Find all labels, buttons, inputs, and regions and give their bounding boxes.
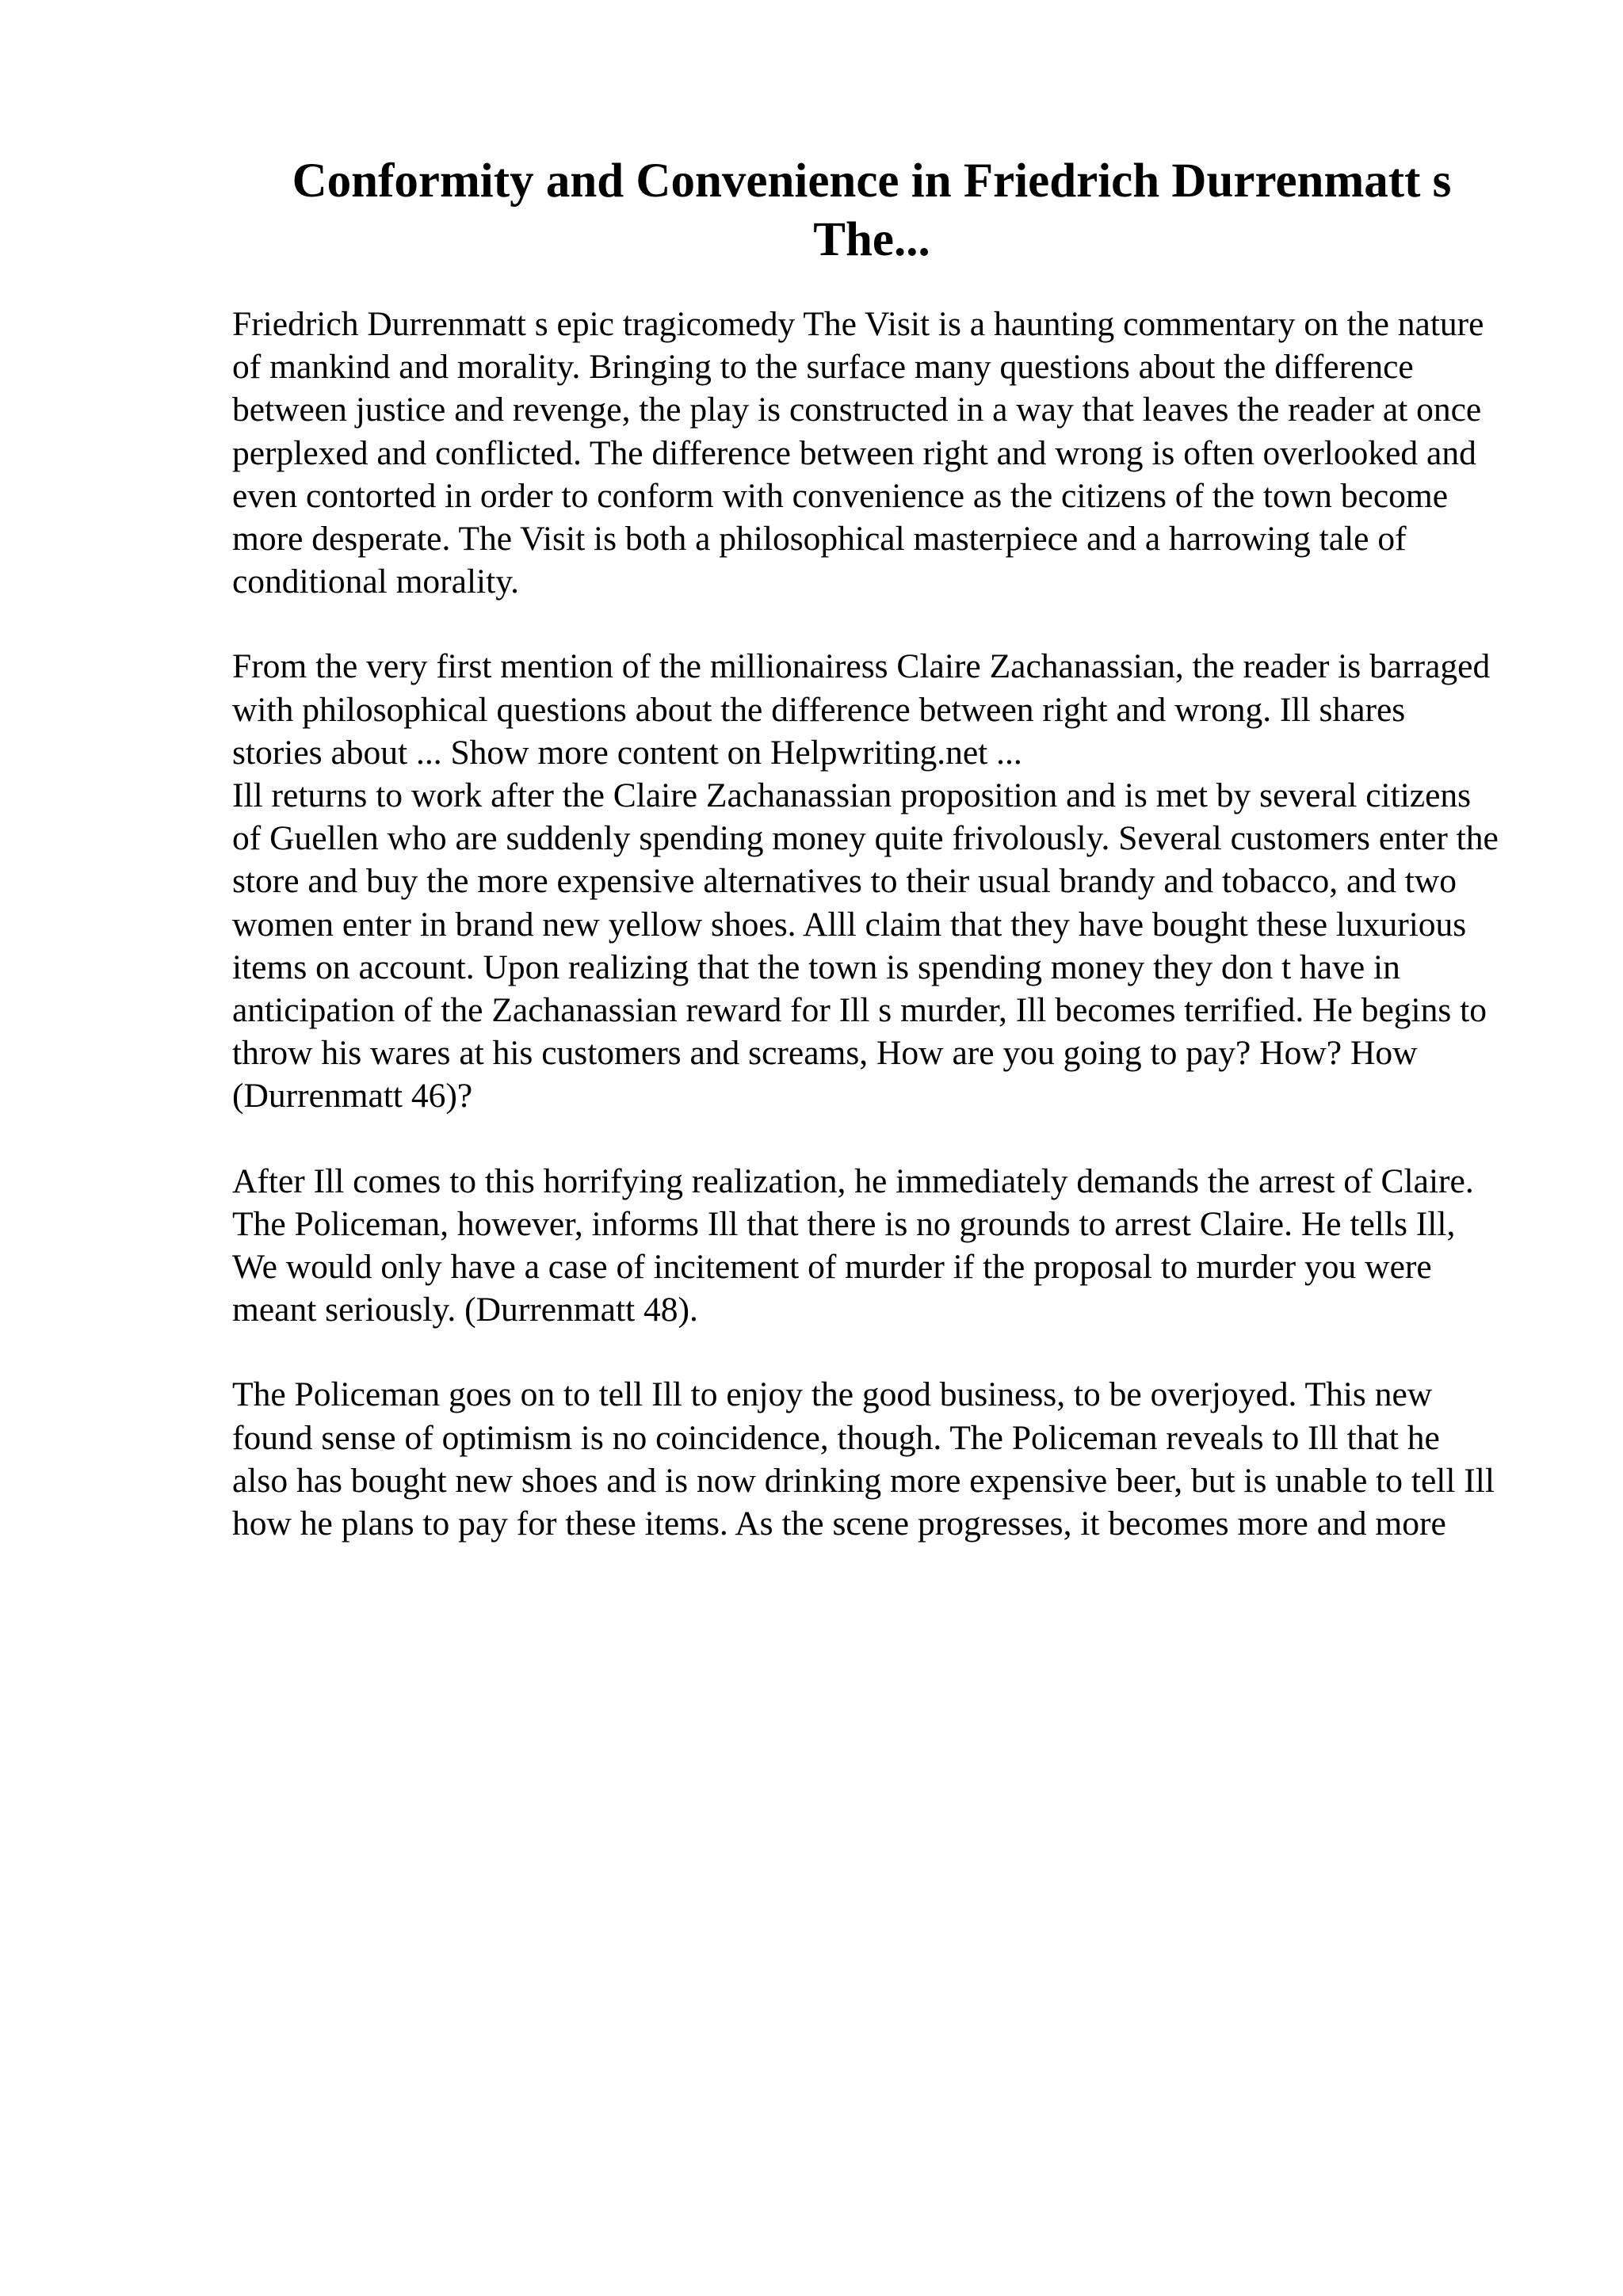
- document-body: [232, 303, 1500, 1587]
- page-title: Conformity and Convenience in Friedrich Durrenmatt s The...: [292, 154, 1452, 266]
- paragraph-ill-returns: Ill returns to work after the Claire Zachanassian proposition and is met by several citizens of Guellen who are suddenly spending money quite frivolously. Several customers enter the store and buy the more expensive alternatives to their usual brandy and tobacco, and two women enter in brand new yellow shoes. Alll claim that they have bought these luxurious items on account. Upon realizing that the town is spending money they don t have in anticipation of the Zachanassian reward for Ill s murder, Ill becomes terrified. He begins to throw his wares at his customers and screams, How are you going to pay? How? How (Durrenmatt 46)?: [232, 776, 1499, 1116]
- paragraph-claire-intro: From the very first mention of the millionairess Claire Zachanassian, the reader is barraged with philosophical questions about the difference between right and wrong. Ill shares stories about ... Show more content on Helpwriting.net ...: [232, 647, 1491, 772]
- paragraph-intro: Friedrich Durrenmatt s epic tragicomedy The Visit is a haunting commentary on the nature of mankind and morality. Bringing to the surface many questions about the difference between justice and revenge, the play is constructed in a way that leaves the reader at once perplexed and conflicted. The difference between right and wrong is often overlooked and even contorted in order to conform with convenience as the citizens of the town become more desperate. The Visit is both a philosophical masterpiece and a harrowing tale of conditional morality.: [232, 305, 1484, 601]
- paragraph-arrest-demand: After Ill comes to this horrifying realization, he immediately demands the arrest of Claire. The Policeman, however, informs Ill that there is no grounds to arrest Claire. He tells Ill, We would only have a case of incitement of murder if the proposal to murder you were meant seriously. (Durrenmatt 48).: [232, 1161, 1474, 1329]
- paragraph-policeman: The Policeman goes on to tell Ill to enjoy the good business, to be overjoyed. This new found sense of optimism is no coincidence, though. The Policeman reveals to Ill that he also has bought new shoes and is now drinking more expensive beer, but is unable to tell Ill how he plans to pay for these items. As the scene progresses, it becomes more and more: [232, 1375, 1495, 1543]
